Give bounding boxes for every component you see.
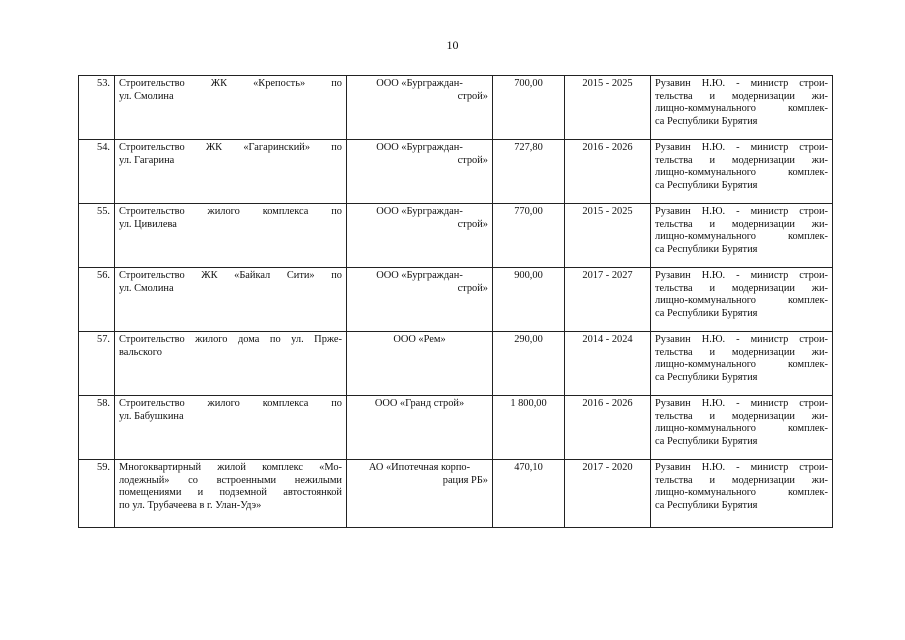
row-number: 53. <box>79 76 115 140</box>
responsible-person <box>651 396 833 460</box>
implementation-period: 2015 - 2025 <box>565 76 651 140</box>
table-row <box>79 140 833 204</box>
name-line: по ул. Трубачеева в г. Улан-Удэ» <box>119 500 262 512</box>
cost-value: 700,00 <box>493 76 565 140</box>
table-row <box>79 268 833 332</box>
responsible-person <box>651 268 833 332</box>
name-line: ул. Смолина <box>119 282 174 294</box>
developer <box>347 268 493 332</box>
responsible-person <box>651 76 833 140</box>
responsible-person <box>651 460 833 528</box>
row-number: 57. <box>79 332 115 396</box>
resp-line: Рузавин Н.Ю. - министр строи- <box>655 462 828 473</box>
resp-line: лищно-коммунального комплек- <box>655 295 828 307</box>
table-row <box>79 204 833 268</box>
name-line: Строительство ЖК «Крепость» по <box>119 78 342 89</box>
resp-line: са Республики Бурятия <box>655 436 758 448</box>
resp-line: са Республики Бурятия <box>655 500 758 512</box>
project-name <box>115 76 347 140</box>
developer <box>347 396 493 460</box>
org-line: ООО «Бурграждан- <box>376 206 463 217</box>
implementation-period: 2017 - 2027 <box>565 268 651 332</box>
resp-line: тельства и модернизации жи- <box>655 474 828 486</box>
project-name <box>115 204 347 268</box>
resp-line: лищно-коммунального комплек- <box>655 231 828 243</box>
table-row <box>79 76 833 140</box>
cost-value: 727,80 <box>493 140 565 204</box>
org-line: строй» <box>457 90 488 102</box>
org-line: ООО «Рем» <box>393 334 446 345</box>
name-line: ул. Бабушкина <box>119 410 184 422</box>
org-line: АО «Ипотечная корпо- <box>368 462 471 473</box>
name-line: Строительство ЖК «Гагаринский» по <box>119 142 342 153</box>
resp-line: лищно-коммунального комплек- <box>655 423 828 435</box>
org-line: ООО «Бурграждан- <box>376 270 463 281</box>
responsible-person <box>651 140 833 204</box>
org-line: строй» <box>457 218 488 230</box>
org-line: ООО «Бурграждан- <box>376 78 463 89</box>
name-line: Строительство жилого дома по ул. Прже- <box>119 334 342 345</box>
implementation-period: 2014 - 2024 <box>565 332 651 396</box>
resp-line: лищно-коммунального комплек- <box>655 103 828 115</box>
resp-line: са Республики Бурятия <box>655 116 758 128</box>
row-number: 58. <box>79 396 115 460</box>
project-name <box>115 460 347 528</box>
projects-table <box>78 75 833 528</box>
name-line: ул. Смолина <box>119 90 174 102</box>
cost-value: 900,00 <box>493 268 565 332</box>
resp-line: Рузавин Н.Ю. - министр строи- <box>655 206 828 217</box>
resp-line: са Республики Бурятия <box>655 372 758 384</box>
name-line: Строительство жилого комплекса по <box>119 398 342 409</box>
resp-line: тельства и модернизации жи- <box>655 154 828 166</box>
name-line: ул. Цивилева <box>119 218 177 230</box>
cost-value: 290,00 <box>493 332 565 396</box>
cost-value: 470,10 <box>493 460 565 528</box>
implementation-period: 2017 - 2020 <box>565 460 651 528</box>
implementation-period: 2016 - 2026 <box>565 140 651 204</box>
resp-line: са Республики Бурятия <box>655 180 758 192</box>
row-number: 54. <box>79 140 115 204</box>
resp-line: тельства и модернизации жи- <box>655 346 828 358</box>
row-number: 56. <box>79 268 115 332</box>
cost-value: 770,00 <box>493 204 565 268</box>
developer <box>347 204 493 268</box>
org-line: ООО «Гранд строй» <box>374 398 465 409</box>
resp-line: лищно-коммунального комплек- <box>655 359 828 371</box>
developer <box>347 332 493 396</box>
table-row <box>79 460 833 528</box>
resp-line: са Республики Бурятия <box>655 308 758 320</box>
resp-line: Рузавин Н.Ю. - министр строи- <box>655 398 828 409</box>
resp-line: тельства и модернизации жи- <box>655 410 828 422</box>
org-line: рация РБ» <box>442 474 488 486</box>
resp-line: лищно-коммунального комплек- <box>655 167 828 179</box>
name-line: Строительство жилого комплекса по <box>119 206 342 217</box>
name-line: Строительство ЖК «Байкал Сити» по <box>119 270 342 281</box>
resp-line: Рузавин Н.Ю. - министр строи- <box>655 334 828 345</box>
resp-line: тельства и модернизации жи- <box>655 282 828 294</box>
name-line: лодежный» со встроенными нежилыми <box>119 474 342 486</box>
responsible-person <box>651 204 833 268</box>
org-line: ООО «Бурграждан- <box>376 142 463 153</box>
cost-value: 1 800,00 <box>493 396 565 460</box>
resp-line: са Республики Бурятия <box>655 244 758 256</box>
name-line: Многоквартирный жилой комплекс «Мо- <box>119 462 342 473</box>
project-name <box>115 140 347 204</box>
name-line: вальского <box>119 346 162 358</box>
resp-line: Рузавин Н.Ю. - министр строи- <box>655 142 828 153</box>
developer <box>347 76 493 140</box>
table-row <box>79 396 833 460</box>
org-line: строй» <box>457 154 488 166</box>
resp-line: тельства и модернизации жи- <box>655 90 828 102</box>
page-number: 10 <box>446 38 459 52</box>
row-number: 59. <box>79 460 115 528</box>
project-name <box>115 268 347 332</box>
project-name <box>115 332 347 396</box>
org-line: строй» <box>457 282 488 294</box>
developer <box>347 460 493 528</box>
responsible-person <box>651 332 833 396</box>
resp-line: лищно-коммунального комплек- <box>655 487 828 499</box>
implementation-period: 2015 - 2025 <box>565 204 651 268</box>
project-name <box>115 396 347 460</box>
name-line: помещениями и подземной автостоянкой <box>119 487 342 499</box>
resp-line: Рузавин Н.Ю. - министр строи- <box>655 270 828 281</box>
resp-line: Рузавин Н.Ю. - министр строи- <box>655 78 828 89</box>
implementation-period: 2016 - 2026 <box>565 396 651 460</box>
name-line: ул. Гагарина <box>119 154 175 166</box>
table-row <box>79 332 833 396</box>
row-number: 55. <box>79 204 115 268</box>
developer <box>347 140 493 204</box>
resp-line: тельства и модернизации жи- <box>655 218 828 230</box>
